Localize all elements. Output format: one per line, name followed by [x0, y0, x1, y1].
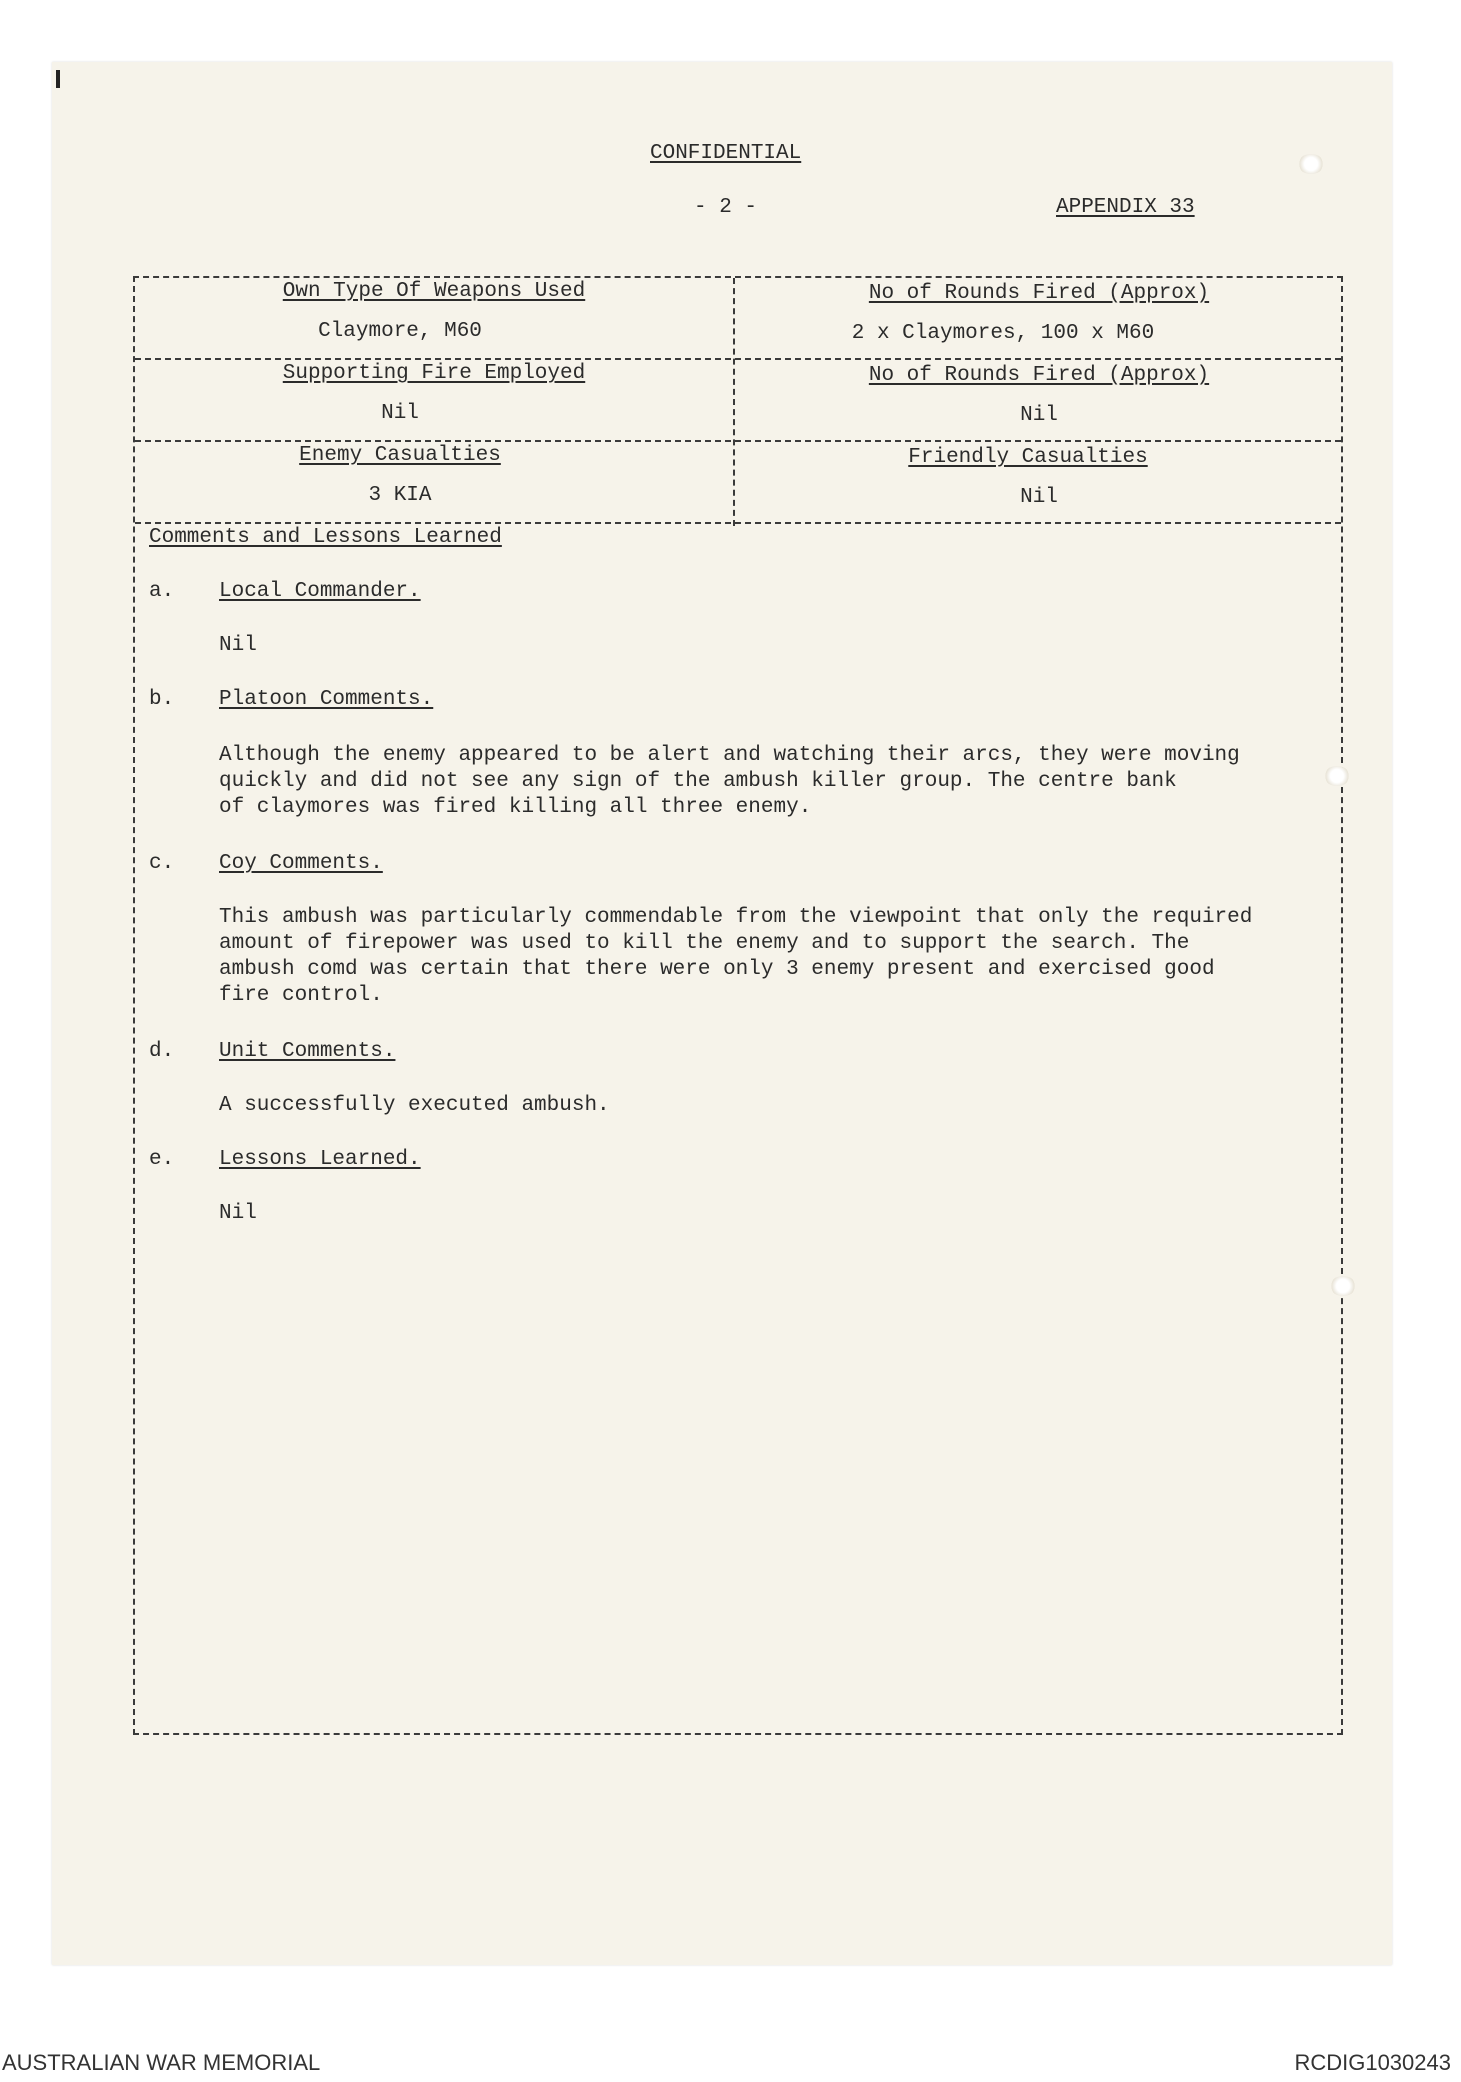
section-e-title: Lessons Learned.	[219, 1148, 421, 1171]
enemy-casualties-label: Enemy Casualties	[299, 444, 501, 467]
section-b-line: quickly and did not see any sign of the ambush killer group. The centre bank	[219, 770, 1177, 793]
section-a-letter: a.	[149, 580, 175, 603]
contact-report-table	[133, 276, 1343, 1735]
punch-hole	[1298, 154, 1324, 174]
section-d-title: Unit Comments.	[219, 1040, 396, 1063]
section-b-line: of claymores was fired killing all three enemy.	[219, 796, 812, 819]
section-e-letter: e.	[149, 1148, 175, 1171]
friendly-casualties-value: Nil	[1020, 486, 1058, 509]
footer-record-id: RCDIG1030243	[1294, 2050, 1451, 2075]
section-c-line: fire control.	[219, 984, 383, 1007]
section-d-text: A successfully executed ambush.	[219, 1094, 610, 1117]
weapons-used-value: Claymore, M60	[318, 320, 482, 343]
support-rounds-label: No of Rounds Fired (Approx)	[868, 364, 1210, 387]
supporting-fire-label: Supporting Fire Employed	[282, 362, 586, 385]
row-divider	[135, 358, 1341, 360]
section-c-line: ambush comd was certain that there were only 3 enemy present and exercised good	[219, 958, 1215, 981]
section-b-title: Platoon Comments.	[219, 688, 434, 711]
section-c-line: amount of firepower was used to kill the enemy and to support the search. The	[219, 932, 1190, 955]
friendly-casualties-label: Friendly Casualties	[908, 446, 1148, 469]
rounds-fired-label: No of Rounds Fired (Approx)	[868, 282, 1210, 305]
enemy-casualties-value: 3 KIA	[368, 484, 432, 507]
supporting-fire-value: Nil	[381, 402, 419, 425]
row-divider	[135, 440, 1341, 442]
classification-heading: CONFIDENTIAL	[650, 142, 802, 165]
section-a-text: Nil	[219, 634, 257, 657]
support-rounds-value: Nil	[1020, 404, 1058, 427]
section-a-title: Local Commander.	[219, 580, 421, 603]
punch-hole	[1324, 766, 1350, 786]
section-c-title: Coy Comments.	[219, 852, 383, 875]
section-b-line: Although the enemy appeared to be alert and watching their arcs, they were moving	[219, 744, 1240, 767]
section-e-text: Nil	[219, 1202, 257, 1225]
row-divider	[135, 522, 1341, 524]
appendix-label: APPENDIX 33	[1056, 196, 1195, 219]
section-d-letter: d.	[149, 1040, 175, 1063]
page-number: - 2 -	[694, 196, 758, 219]
weapons-used-label: Own Type Of Weapons Used	[282, 280, 586, 303]
section-b-letter: b.	[149, 688, 175, 711]
section-c-line: This ambush was particularly commendable from the viewpoint that only the required	[219, 906, 1253, 929]
rounds-fired-value: 2 x Claymores, 100 x M60	[851, 322, 1155, 345]
punch-hole	[1330, 1276, 1356, 1296]
comments-heading: Comments and Lessons Learned	[149, 526, 502, 549]
section-c-letter: c.	[149, 852, 175, 875]
footer-archive-name: AUSTRALIAN WAR MEMORIAL	[2, 2050, 321, 2075]
edge-mark	[56, 70, 60, 88]
